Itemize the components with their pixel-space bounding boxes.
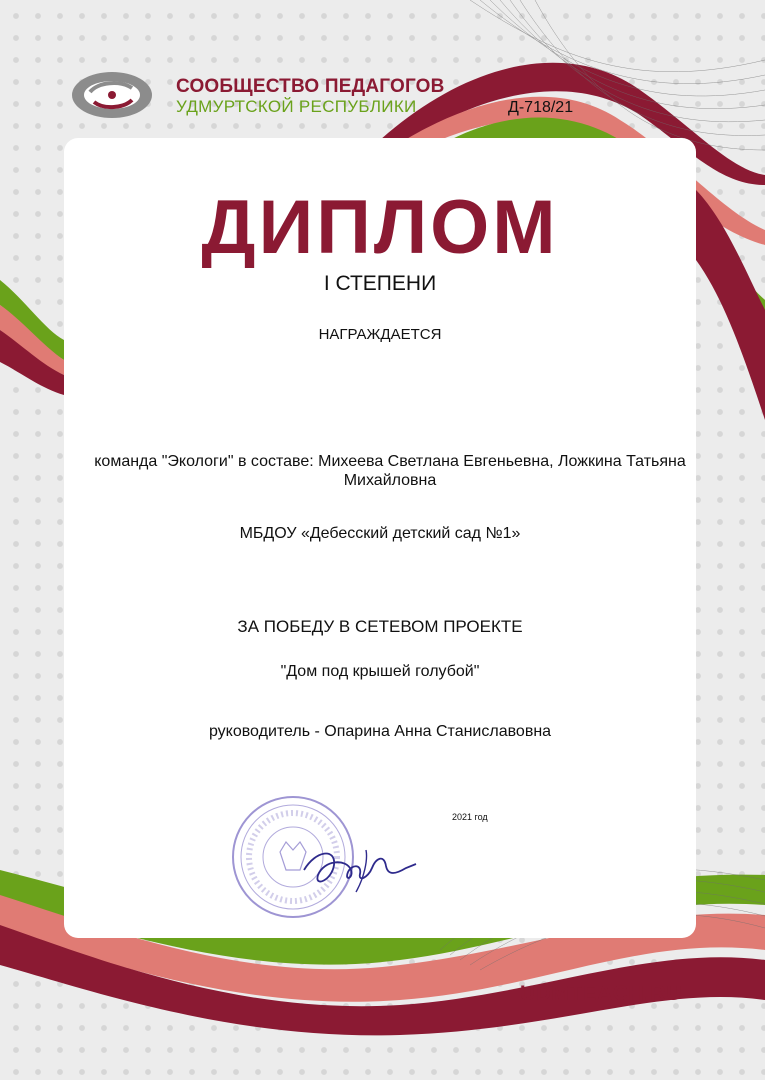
project-leader: руководитель - Опарина Анна Станиславовна	[208, 723, 552, 740]
victory-statement: ЗА ПОБЕДУ В СЕТЕВОМ ПРОЕКТЕ	[237, 617, 523, 636]
diploma-degree: I СТЕПЕНИ	[323, 272, 437, 295]
award-year: 2021 год	[452, 812, 488, 822]
community-logo-icon	[70, 70, 154, 120]
website-url: UDMTEACH.RU	[520, 982, 682, 1005]
institution-name: МБДОУ «Дебесский детский сад №1»	[239, 525, 521, 542]
diploma-title: ДИПЛОМ	[201, 185, 559, 270]
organization-name-line1: СООБЩЕСТВО ПЕДАГОГОВ	[176, 76, 445, 97]
document-number: Д-718/21	[508, 99, 574, 116]
organization-name-line2: УДМУРТСКОЙ РЕСПУБЛИКИ	[176, 97, 417, 116]
team-members: команда "Экологи" в составе: Михеева Светлана Евгеньевна, Ложкина Татьяна Михайловна	[94, 453, 686, 489]
project-name: "Дом под крышей голубой"	[280, 663, 480, 680]
awarded-label: НАГРАЖДАЕТСЯ	[318, 326, 442, 343]
signature-icon	[296, 830, 426, 900]
